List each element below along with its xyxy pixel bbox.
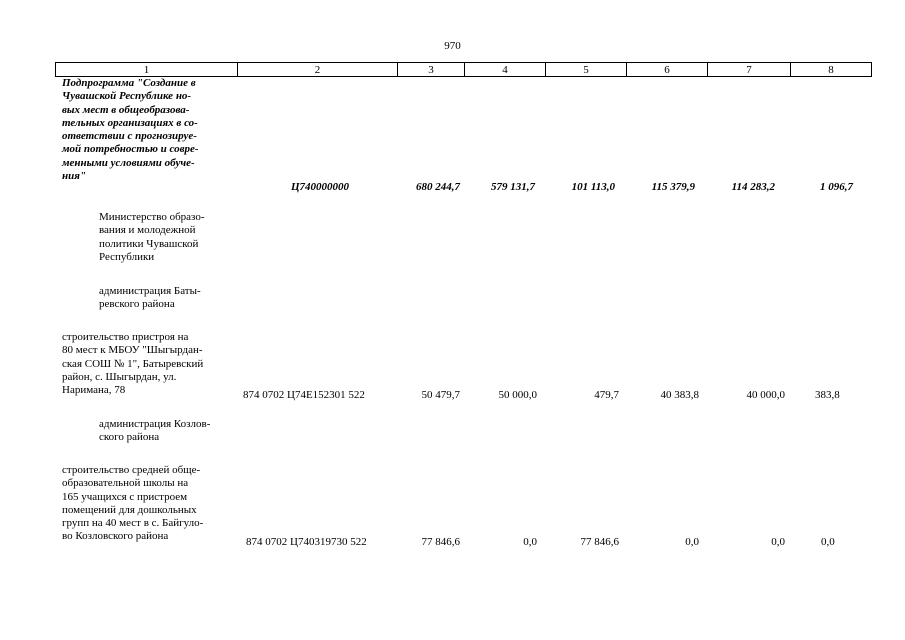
column-header-2: 2 <box>238 63 398 77</box>
item2-code: 874 0702 Ц740319730 522 <box>246 536 367 548</box>
item1-value-7: 40 000,0 <box>746 389 785 401</box>
subprogram-value-3: 680 244,7 <box>416 181 460 193</box>
subprogram-name: Подпрограмма "Создание в Чувашской Республике но- вых мест в общеобразова- тельных организациях в со- ответствии с прогнозируе- мой потребностью и совре- менными условиями обуче- ния" <box>62 77 199 183</box>
item2-description: строительство средней обще- образовательной школы на 165 учащихся с пристроем помещений для дошкольных групп на 40 мест в с. Байгуло- во Козловского района <box>62 464 204 543</box>
item1-value-5: 479,7 <box>594 389 619 401</box>
subprogram-value-6: 115 379,9 <box>651 181 695 193</box>
subprogram-code: Ц740000000 <box>290 181 350 193</box>
item1-value-4: 50 000,0 <box>498 389 537 401</box>
admin-kozlovka: администрация Козлов- ского района <box>99 418 211 444</box>
item1-value-6: 40 383,8 <box>660 389 699 401</box>
subprogram-value-4: 579 131,7 <box>491 181 535 193</box>
page-number: 970 <box>444 40 461 52</box>
item1-code: 874 0702 Ц74Е152301 522 <box>243 389 365 401</box>
item1-value-8: 383,8 <box>815 389 840 401</box>
item1-value-3: 50 479,7 <box>421 389 460 401</box>
item2-value-3: 77 846,6 <box>421 536 460 548</box>
item2-value-8: 0,0 <box>821 536 835 548</box>
column-header-6: 6 <box>627 63 708 77</box>
subprogram-value-8: 1 096,7 <box>820 181 853 193</box>
column-header-7: 7 <box>708 63 791 77</box>
item2-value-5: 77 846,6 <box>580 536 619 548</box>
ministry-name: Министерство образо- вания и молодежной политики Чувашской Республики <box>99 211 205 263</box>
item2-value-7: 0,0 <box>771 536 785 548</box>
item1-description: строительство пристроя на 80 мест к МБОУ "Шыгырдан- ская СОШ № 1", Батыревский район, с. Шыгырдан, ул. Наримана, 78 <box>62 331 204 397</box>
admin-batyrevo: администрация Баты- ревского района <box>99 285 201 311</box>
column-header-5: 5 <box>546 63 627 77</box>
column-header-3: 3 <box>398 63 465 77</box>
column-header-4: 4 <box>465 63 546 77</box>
subprogram-value-7: 114 283,2 <box>731 181 775 193</box>
column-header-1: 1 <box>56 63 238 77</box>
column-header-row <box>55 62 872 77</box>
column-header-8: 8 <box>791 63 872 77</box>
subprogram-value-5: 101 113,0 <box>571 181 615 193</box>
item2-value-6: 0,0 <box>685 536 699 548</box>
item2-value-4: 0,0 <box>523 536 537 548</box>
